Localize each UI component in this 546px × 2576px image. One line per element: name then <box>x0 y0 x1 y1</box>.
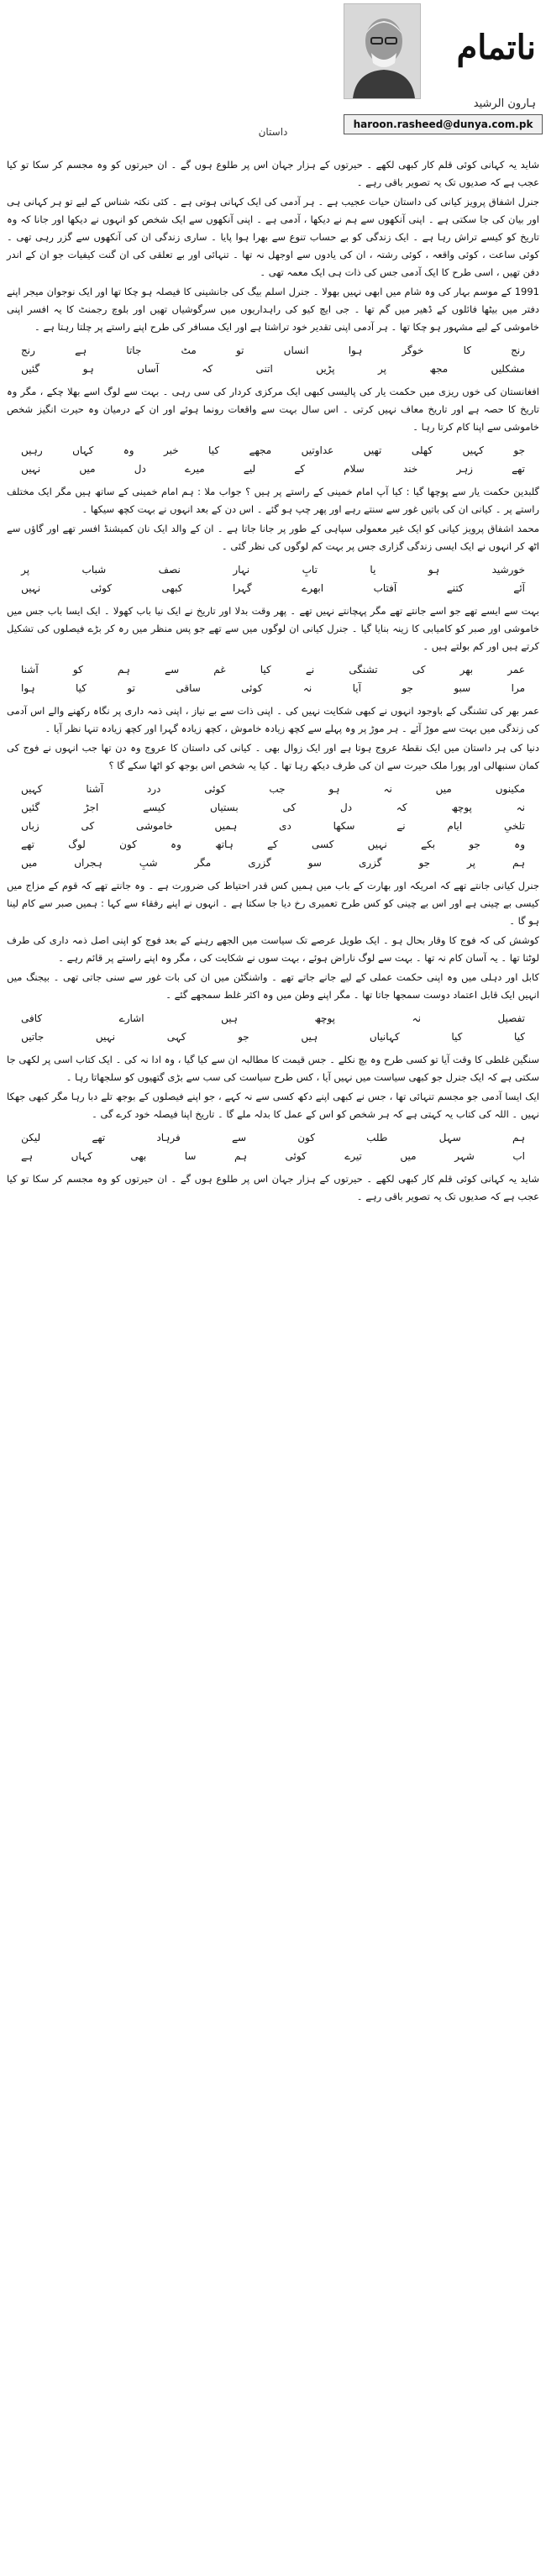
article-paragraph: افغانستان کی خوں ریزی میں حکمت یار کی پالیسی کبھی ایک مرکزی کردار کی سی رہی ۔ بہت سے لوگ اسے بھلا چکے ، مگر وہ تاریخ کا حصہ ہے اور تاریخ معاف نہیں کرتی ۔ اس سال بہت سے واقعات رونما ہوئے اور ان کے درمیان وہ حیرت انگیز شخص خاموشی سے اپنا کام کرتا رہا ۔ <box>7 386 539 433</box>
verse-word: تھے <box>512 463 525 475</box>
verse-line <box>21 1009 525 1028</box>
article-paragraph: جنرل اشفاق پرویز کیانی کی داستان حیات عجیب ہے ۔ ہر آدمی کی ایک کہانی ہوتی ہے ۔ کئی نکتہ شناس کے لیے تو ہر کہانی ہی اور بیان کی جا سکتی ہے ۔ اپنی آنکھوں سے ہم نے دیکھا ، آدمی ہے ۔ اپنی آنکھوں سے ایک شخص کو انہوں نے دیکھا اور جانا کہ وہ تاریخ کو کیسے تراش رہا ہے ۔ ایک زندگی کو بے حساب تنوع سے بھرا ہوا پایا ۔ ساری زندگی ان کی آنکھوں سے گزر رہی تھی ۔ کوئی ساعت ، کوئی واقعہ ، کوئی رشتہ ، ان کی یادوں سے اوجھل نہ تھا ۔ تنہائی اور بے تعلقی کی ان گنت کیفیات جو ان کے اندر دفن تھیں ، اسی طرح کا ایک آدمی جس کی ذات ہی ایک معمہ تھی ۔ <box>7 196 539 278</box>
verse-word: نہ <box>302 682 312 694</box>
verse-word: کہانیاں <box>369 1031 400 1043</box>
verse-word: بکے <box>421 839 436 850</box>
article-body <box>7 156 539 1207</box>
verse-word: ہمیں <box>214 820 238 832</box>
author-portrait <box>344 3 421 99</box>
verse-word: ہجراں <box>74 857 102 869</box>
verse-word: ہیں <box>221 1012 238 1024</box>
verse-word: آشنا <box>21 664 39 676</box>
verse-line <box>21 441 525 460</box>
verse-word: تفصیل <box>497 1012 525 1024</box>
verse-word: ہوا <box>348 344 363 356</box>
verse-word: خاموشی <box>135 820 173 832</box>
verse-word: کی <box>412 664 426 676</box>
verse-word: کہ <box>396 802 407 813</box>
verse-block <box>21 780 525 872</box>
verse-line <box>21 360 525 378</box>
verse-word: تھیں <box>363 444 382 456</box>
verse-word: تو <box>127 682 135 694</box>
verse-word: لیے <box>243 463 256 475</box>
article-paragraph: جنرل کیانی جانتے تھے کہ امریکہ اور بھارت کے باب میں ہمیں کس قدر احتیاط کی ضرورت ہے ۔ وہ جانتے تھے کہ قوم کے مزاج میں کیسی بے چینی ہے اور اس بے چینی کو کس طرح تعمیری رخ دیا جا سکتا ہے ۔ انہوں نے اپنے رفقاء سے کہا : ہمیں صبر سے کام لینا ہو گا ۔ <box>7 880 539 927</box>
verse-word: کی <box>81 820 95 832</box>
verse-word: آساں <box>137 363 160 375</box>
verse-word: کون <box>119 839 137 850</box>
verse-block <box>21 560 525 597</box>
verse-word: گزری <box>358 857 382 869</box>
verse-block <box>21 441 525 478</box>
verse-word: کبھی <box>161 582 183 594</box>
verse-word: کہاں <box>71 1150 92 1162</box>
verse-word: میرے <box>184 463 205 475</box>
verse-line <box>21 1147 525 1165</box>
verse-word: ہو <box>82 363 94 375</box>
verse-word: شباب <box>81 564 107 576</box>
verse-word: جو <box>469 839 480 850</box>
verse-word: نے <box>396 820 406 832</box>
verse-word: نہ <box>383 783 392 795</box>
verse-line <box>21 560 525 579</box>
verse-word: آئے <box>513 582 525 594</box>
verse-word: جو <box>402 682 413 694</box>
verse-word: اجڑ <box>83 802 99 813</box>
verse-word: نہیں <box>367 839 387 850</box>
verse-word: کہاں <box>72 444 94 456</box>
verse-word: وہ <box>123 444 134 456</box>
verse-word: کتنے <box>446 582 464 594</box>
verse-word: میں <box>435 783 452 795</box>
verse-word: کا <box>463 344 471 356</box>
verse-word: کیا <box>514 1031 525 1043</box>
verse-word: دل <box>339 802 353 813</box>
verse-word: سا <box>184 1150 197 1162</box>
verse-word: کے <box>266 839 278 850</box>
verse-block <box>21 1128 525 1165</box>
verse-word: کوئی <box>241 682 263 694</box>
verse-line <box>21 660 525 679</box>
author-name: ہارون الرشید <box>473 97 536 110</box>
verse-word: آشنا <box>86 783 104 795</box>
verse-word: مشکلیں <box>491 363 525 375</box>
verse-word: ایام <box>447 820 463 832</box>
verse-line <box>21 835 525 854</box>
verse-word: جب <box>269 783 286 795</box>
verse-word: تو <box>235 344 244 356</box>
verse-line <box>21 460 525 478</box>
verse-word: ہاتھ <box>215 839 234 850</box>
verse-line <box>21 341 525 360</box>
verse-word: شبِ <box>139 857 158 869</box>
verse-word: کیا <box>260 664 271 676</box>
article-paragraph: دنیا کی ہر داستان میں ایک نقطۂ عروج ہوتا ہے اور ایک زوال بھی ۔ کیانی کی داستان کا عروج وہ دن تھا جب انہوں نے فوج کی کمان سنبھالی اور پورا ملک حیرت سے ان کی طرف دیکھ رہا تھا ۔ کیا یہ شخص اس بوجھ کو اٹھا سکے گا ؟ <box>7 742 539 771</box>
verse-word: جو <box>513 444 525 456</box>
verse-word: ہیں <box>301 1031 318 1043</box>
verse-word: لیکن <box>21 1132 41 1143</box>
verse-block <box>21 1009 525 1046</box>
verse-word: نہیں <box>21 463 41 475</box>
verse-word: عمر <box>507 664 525 676</box>
verse-word: ہوا <box>21 682 35 694</box>
verse-line <box>21 854 525 872</box>
verse-word: گہرا <box>232 582 252 594</box>
verse-line <box>21 1028 525 1046</box>
verse-word: تھے <box>92 1132 106 1143</box>
verse-word: آیا <box>352 682 361 694</box>
verse-word: مجھ <box>429 363 449 375</box>
verse-word: نہ <box>412 1012 421 1024</box>
verse-word: دل <box>134 463 146 475</box>
verse-word: کون <box>297 1132 315 1143</box>
verse-word: وہ <box>514 839 525 850</box>
verse-word: کہ <box>202 363 213 375</box>
verse-word: ہو <box>428 564 440 576</box>
verse-word: کے <box>294 463 306 475</box>
verse-word: جاتیں <box>21 1031 45 1043</box>
verse-word: جاتا <box>126 344 142 356</box>
verse-word: جو <box>418 857 431 869</box>
verse-word: کو <box>72 664 83 676</box>
verse-word: نصف <box>158 564 181 576</box>
article-paragraph: ایک ایسا آدمی جو مجسم تنہائی تھا ، جس نے کبھی اپنے دکھ کسی سے نہ کہے ، جو اپنے فیصلوں کے بوجھ تلے دبا رہا مگر کبھی جھکا نہیں ۔ اللہ کی کتاب یہ کہتی ہے کہ ہر شخص کو اس کے عمل کا بدلہ ملے گا ۔ تاریخ اپنا فیصلہ خود کرے گی ۔ <box>7 1091 539 1120</box>
verse-line <box>21 780 525 798</box>
verse-word: نہ <box>516 802 525 813</box>
verse-word: سہل <box>438 1132 461 1143</box>
verse-word: کیا <box>208 444 220 456</box>
verse-word: تابِ <box>302 564 318 576</box>
verse-word: کافی <box>21 1012 43 1024</box>
verse-word: کہیں <box>21 783 43 795</box>
verse-word: ابھرے <box>302 582 324 594</box>
verse-line <box>21 679 525 697</box>
verse-word: پڑیں <box>316 363 335 375</box>
verse-word: کسی <box>311 839 334 850</box>
author-portrait-image <box>344 4 420 98</box>
verse-word: شہر <box>454 1150 475 1162</box>
verse-word: سے <box>165 664 180 676</box>
verse-word: جو <box>238 1031 249 1043</box>
verse-word: ہم <box>512 1132 525 1143</box>
verse-word: خورشید <box>491 564 525 576</box>
verse-word: ہم <box>117 664 130 676</box>
verse-word: میں <box>21 857 38 869</box>
verse-word: نے <box>305 664 315 676</box>
verse-word: کی <box>282 802 297 813</box>
verse-word: بستیاں <box>209 802 239 813</box>
verse-word: زباں <box>21 820 39 832</box>
verse-word: مگر <box>194 857 212 869</box>
verse-word: مجھے <box>249 444 272 456</box>
verse-word: مکینوں <box>495 783 525 795</box>
verse-word: اشارے <box>118 1012 144 1024</box>
article-paragraph: بہت سے ایسے تھے جو اسے جانتے تھے مگر پہچانتے نہیں تھے ۔ پھر وقت بدلا اور تاریخ نے ایک نیا باب کھولا ۔ ایک ایسا باب جس میں خاموشی اور صبر کو کامیابی کا زینہ بنایا گیا ۔ جنرل کیانی ان لوگوں میں سے تھے جو پس منظر میں رہ کر بڑے فیصلوں کی تشکیل کرتے ہیں اور کم بولتے ہیں ۔ <box>7 605 539 652</box>
verse-word: ہم <box>234 1150 247 1162</box>
article-paragraph: گلبدین حکمت یار سے پوچھا گیا : کیا آپ امام خمینی کے راستے پر ہیں ؟ جواب ملا : ہم امام خمینی کے ساتھ ہیں مگر ایک مختلف راستے پر ۔ کیانی ان کی باتیں غور سے سنتے رہے اور پھر چپ ہو گئے ۔ اس دن کے بعد انہوں نے بہت کچھ سیکھا ۔ <box>7 486 539 515</box>
verse-word: تھے <box>21 839 34 850</box>
verse-line <box>21 579 525 597</box>
verse-word: ہو <box>328 783 340 795</box>
column-title: ناتمام <box>456 28 536 67</box>
author-email[interactable]: haroon.rasheed@dunya.com.pk <box>344 114 543 134</box>
verse-word: سبو <box>454 682 471 694</box>
verse-word: پر <box>378 363 386 375</box>
verse-word: رہیں <box>21 444 43 456</box>
verse-block <box>21 660 525 697</box>
verse-word: کوئی <box>204 783 226 795</box>
verse-word: سلام <box>344 463 365 475</box>
verse-word: دی <box>279 820 291 832</box>
verse-word: کہیں <box>462 444 484 456</box>
verse-word: آفتاب <box>373 582 397 594</box>
verse-word: تلخیِ <box>503 820 525 832</box>
verse-word: نہار <box>233 564 250 576</box>
verse-word: کوئی <box>90 582 112 594</box>
verse-word: نہیں <box>95 1031 116 1043</box>
verse-word: رنج <box>21 344 35 356</box>
verse-word: کھلی <box>411 444 433 456</box>
verse-line <box>21 798 525 817</box>
verse-word: فرہاد <box>156 1132 181 1143</box>
verse-word: وہ <box>171 839 181 850</box>
verse-word: ساقی <box>176 682 201 694</box>
article-paragraph: شاید یہ کہانی کوئی قلم کار کبھی لکھے ۔ حیرتوں کے ہزار جہان اس پر طلوع ہوں گے ۔ ان حیرتوں کو وہ مجسم کر سکا تو کیا عجب ہے کہ صدیوں تک یہ تصویر باقی رہے ۔ <box>7 159 539 188</box>
verse-word: کیا <box>76 682 87 694</box>
verse-word: رنج <box>511 344 525 356</box>
verse-word: کیسے <box>143 802 166 813</box>
verse-word: یا <box>370 564 376 576</box>
verse-word: طلب <box>366 1132 388 1143</box>
verse-word: درد <box>146 783 161 795</box>
verse-word: انساں <box>283 344 309 356</box>
verse-word: زہر <box>456 463 473 475</box>
verse-word: بھر <box>459 664 474 676</box>
column-subtitle: داستان <box>258 126 288 138</box>
article-paragraph: کوشش کی کہ فوج کا وقار بحال ہو ۔ ایک طویل عرصے تک سیاست میں الجھے رہنے کے بعد فوج کو اپنی اصل ذمہ داری کی طرف لوٹنا تھا ۔ یہ آسان کام نہ تھا ۔ بہت سے لوگ ناراض ہوئے ، بہت سوں نے شکایت کی ، مگر وہ اپنے راستے پر قائم رہے ۔ <box>7 934 539 964</box>
verse-word: پوچھ <box>314 1012 335 1024</box>
verse-word: بھی <box>130 1150 147 1162</box>
verse-word: ہے <box>21 1150 34 1162</box>
verse-word: گئیں <box>21 363 40 375</box>
verse-word: ہے <box>75 344 87 356</box>
verse-line <box>21 817 525 835</box>
verse-word: سکھا <box>333 820 355 832</box>
verse-word: اتنی <box>255 363 273 375</box>
verse-word: سو <box>307 857 322 869</box>
article-paragraph: کابل اور دہلی میں وہ اپنی حکمت عملی کے لیے جانے جاتے تھے ۔ واشنگٹن میں ان کی بات غور سے سنی جاتی تھی ۔ بیجنگ میں انہیں ایک قابل اعتماد دوست سمجھا جاتا تھا ۔ مگر اپنے وطن میں وہ اکثر غلط سمجھے گئے ۔ <box>7 971 539 1001</box>
article-paragraph: سنگین غلطی کا وقت آیا تو کسی طرح وہ بچ نکلے ۔ جس قیمت کا مطالبہ ان سے کیا گیا ، وہ ادا نہ کی ۔ ایک کتاب اسی پر لکھی جا سکتی ہے کہ ایک جنرل جو کبھی سیاست میں نہیں آیا ، کس طرح سیاست کی سب سے بڑی گتھیوں کو سلجھاتا رہا ۔ <box>7 1054 539 1083</box>
article-paragraph: 1991 کے موسم بہار کی وہ شام میں ابھی نہیں بھولا ۔ جنرل اسلم بیگ کی جانشینی کا فیصلہ ہو چکا تھا اور ایک نوجوان میجر اپنے دفتر میں بیٹھا فائلوں کے ڈھیر میں گم تھا ۔ جی ایچ کیو کی راہداریوں میں سرگوشیاں تھیں اور بلوچ رجمنٹ کا یہ افسر اپنی خاموشی کے لیے مشہور ہو چکا تھا ۔ ہر آدمی اپنی تقدیر خود تراشتا ہے اور ایک مسافر کی طرح اپنے راستے پر چلتا رہتا ہے ۔ <box>7 286 539 333</box>
verse-word: خند <box>402 463 418 475</box>
verse-word: عداوتیں <box>301 444 334 456</box>
verse-block <box>21 341 525 378</box>
verse-word: تیرے <box>344 1150 362 1162</box>
verse-word: ہم <box>512 857 525 869</box>
verse-word: تشنگی <box>349 664 378 676</box>
verse-word: مٹ <box>181 344 197 356</box>
verse-word: خوگر <box>402 344 424 356</box>
column-masthead <box>344 3 541 136</box>
verse-word: گئیں <box>21 802 40 813</box>
verse-word: خبر <box>163 444 179 456</box>
verse-word: پوچھ <box>451 802 472 813</box>
verse-word: پر <box>21 564 30 576</box>
verse-word: نہیں <box>21 582 41 594</box>
verse-word: گزری <box>248 857 271 869</box>
verse-word: میں <box>400 1150 417 1162</box>
article-paragraph: محمد اشفاق پرویز کیانی کو ایک غیر معمولی سپاہی کے طور پر جانا جاتا ہے ۔ ان کے والد ایک نان کمیشنڈ افسر تھے اور گاؤں سے اٹھ کر انہوں نے ایک ایسی زندگی گزاری جس پر بہت کم لوگوں کی نظر گئی ۔ <box>7 523 539 552</box>
verse-word: کوئی <box>285 1150 307 1162</box>
verse-word: کہی <box>166 1031 186 1043</box>
article-paragraph: شاید یہ کہانی کوئی قلم کار کبھی لکھے ۔ حیرتوں کے ہزار جہان اس پر طلوع ہوں گے ۔ ان حیرتوں کو وہ مجسم کر سکا تو کیا عجب ہے کہ صدیوں تک یہ تصویر باقی رہے ۔ <box>7 1173 539 1202</box>
verse-word: لوگ <box>68 839 86 850</box>
verse-word: اب <box>512 1150 525 1162</box>
verse-word: غم <box>213 664 226 676</box>
verse-word: پر <box>467 857 475 869</box>
verse-line <box>21 1128 525 1147</box>
verse-word: سے <box>231 1132 247 1143</box>
verse-word: میں <box>79 463 96 475</box>
verse-word: مرا <box>511 682 525 694</box>
article-paragraph: عمر بھر کی تشنگی کے باوجود انہوں نے کبھی شکایت نہیں کی ۔ اپنی ذات سے بے نیاز ، اپنی ذمہ داری پر نگاہ رکھنے والے اس آدمی کی زندگی میں بہت سے موڑ آئے ۔ ہر موڑ پر وہ پہلے سے کچھ زیادہ خاموش ، کچھ زیادہ گہرا اور کچھ زیادہ تنہا نظر آیا ۔ <box>7 705 539 734</box>
verse-word: کیا <box>451 1031 463 1043</box>
